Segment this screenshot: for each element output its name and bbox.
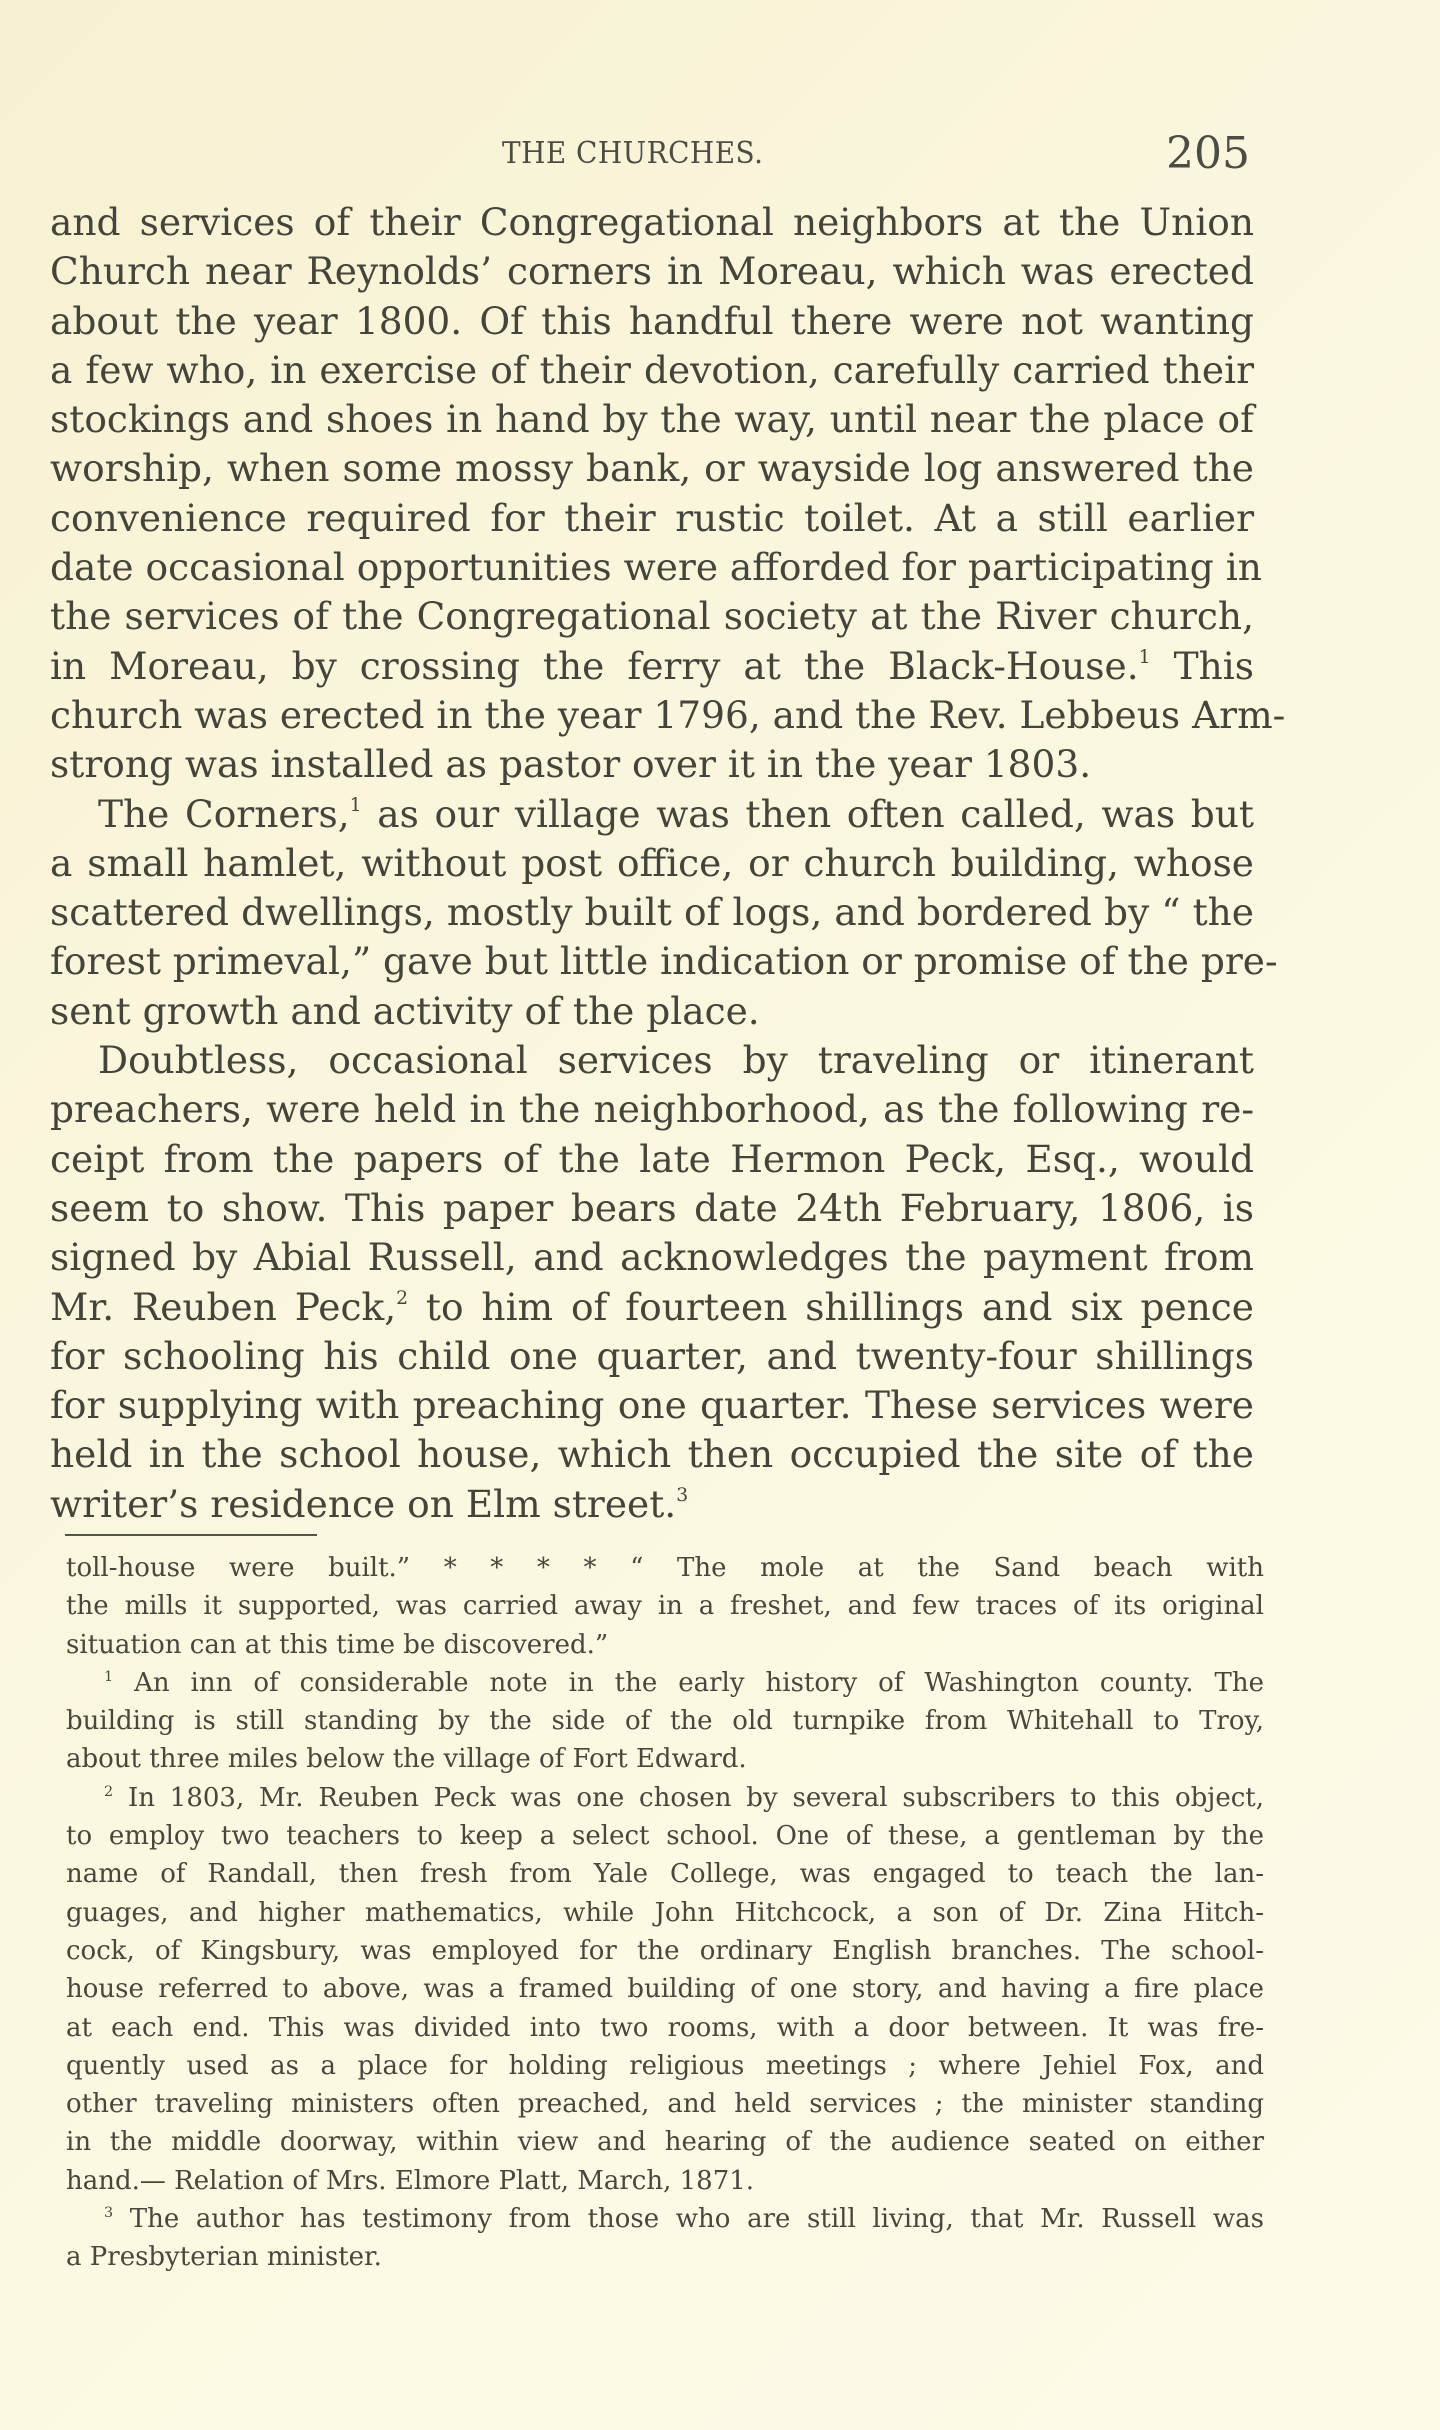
running-title: THE CHURCHES. [502,136,764,171]
text-line: preachers, were held in the neighborhood, as the following re- [50,1087,1254,1132]
text-line: seem to show. This paper bears date 24th February, 1806, is [50,1185,1254,1230]
footnote-line: a Presbyterian minister. [66,2242,382,2273]
footnote-marker: 1 [104,1668,114,1685]
footnote-ref-2: 2 [396,1287,409,1309]
footnote-line: name of Randall, then fresh from Yale College, was engaged to teach the lan- [66,1859,1264,1890]
footnote-line: guages, and higher mathematics, while John Hitchcock, a son of Dr. Zina Hitch- [66,1897,1264,1928]
text-line: forest primeval,” gave but little indication or promise of the pre- [50,939,1278,984]
text-line: the services of the Congregational society at the River church, [50,594,1254,639]
text-line: ceipt from the papers of the late Hermon Peck, Esq., would [50,1136,1254,1181]
text-line: about the year 1800. Of this handful there were not wanting [50,298,1254,343]
footnote-line: cock, of Kingsbury, was employed for the ordinary English branches. The school- [66,1935,1264,1966]
footnote-ref-1: 1 [1138,646,1151,668]
text-line: church was erected in the year 1796, and the Rev. Lebbeus Arm- [50,692,1286,737]
page-number: 205 [1166,128,1250,179]
footnote-line: about three miles below the village of Fort Edward. [66,1744,747,1775]
text-line: date occasional opportunities were afforded for participating in [50,545,1262,590]
footnote-2: $^2$ In 1803, Mr. Reuben Peck was one chosen by several subscribers to this object, [104,1782,1264,1813]
running-head [0,128,1440,178]
text-line: signed by Abial Russell, and acknowledges the payment from [50,1235,1254,1280]
text-line: a few who, in exercise of their devotion, carefully carried their [50,347,1254,392]
footnote-line: in the middle doorway, within view and hearing of the audience seated on either [66,2127,1264,2158]
footnote-line: the mills it supported, was carried away in a freshet, and few traces of its original [66,1591,1264,1622]
text-line: held in the school house, which then occupied the site of the [50,1432,1254,1477]
footnote-line: toll-house were built.” * * * * “ The mole at the Sand beach with [66,1553,1264,1583]
text-line: Mr. Reuben Peck,$^2$ to him of fourteen shillings and six pence [50,1284,1255,1329]
text-line: stockings and shoes in hand by the way, until near the place of [50,397,1254,442]
footnote-line: to employ two teachers to keep a select school. One of these, a gentleman by the [66,1821,1264,1852]
text-line: for supplying with preaching one quarter. These services were [50,1383,1254,1428]
text-line: convenience required for their rustic toilet. At a still earlier [50,495,1254,540]
footnote-line: other traveling ministers often preached, and held services ; the minister standing [66,2089,1264,2120]
paragraph-start: The Corners,$^1$ as our village was then often called, was but [98,791,1254,836]
footnote-marker: 3 [104,2205,114,2222]
footnote-3: $^3$ The author has testimony from those who are still living, that Mr. Russell was [104,2204,1264,2235]
text-line: and services of their Congregational neighbors at the Union [50,200,1254,244]
text-line: Church near Reynolds’ corners in Moreau, which was erected [50,249,1254,294]
footnote-line: building is still standing by the side of the old turnpike from Whitehall to Troy, [66,1706,1264,1737]
text-line: writer’s residence on Elm street.$^3$ [50,1481,689,1526]
text-line: sent growth and activity of the place. [50,988,760,1033]
text-line: a small hamlet, without post office, or church building, whose [50,840,1254,885]
text-line: worship, when some mossy bank, or wayside log answered the [50,446,1254,491]
text-line: scattered dwellings, mostly built of logs, and bordered by “ the [50,890,1254,935]
text-line: for schooling his child one quarter, and twenty-four shillings [50,1333,1254,1378]
footnote-line: situation can at this time be discovered.” [66,1629,609,1660]
text-line: in Moreau, by crossing the ferry at the Black-House.$^1$ This [50,643,1254,688]
footnote-divider [65,1534,317,1536]
footnote-marker: 2 [104,1783,114,1800]
footnote-ref-1: 1 [349,794,362,816]
footnote-ref-3: 3 [676,1484,689,1506]
footnotes [66,1549,1264,2277]
paragraph-start: Doubtless, occasional services by traveling or itinerant [98,1038,1254,1083]
footnote-1: $^1$ An inn of considerable note in the early history of Washington county. The [104,1667,1264,1698]
footnote-line: hand.— Relation of Mrs. Elmore Platt, March, 1871. [66,2165,755,2196]
footnote-line: house referred to above, was a framed building of one story, and having a fire place [66,1974,1264,2005]
footnote-line: at each end. This was divided into two rooms, with a door between. It was fre- [66,2012,1264,2043]
text-line: strong was installed as pastor over it in the year 1803. [50,742,1092,787]
footnote-line: quently used as a place for holding religious meetings ; where Jehiel Fox, and [66,2050,1264,2081]
main-text [50,198,1286,1529]
